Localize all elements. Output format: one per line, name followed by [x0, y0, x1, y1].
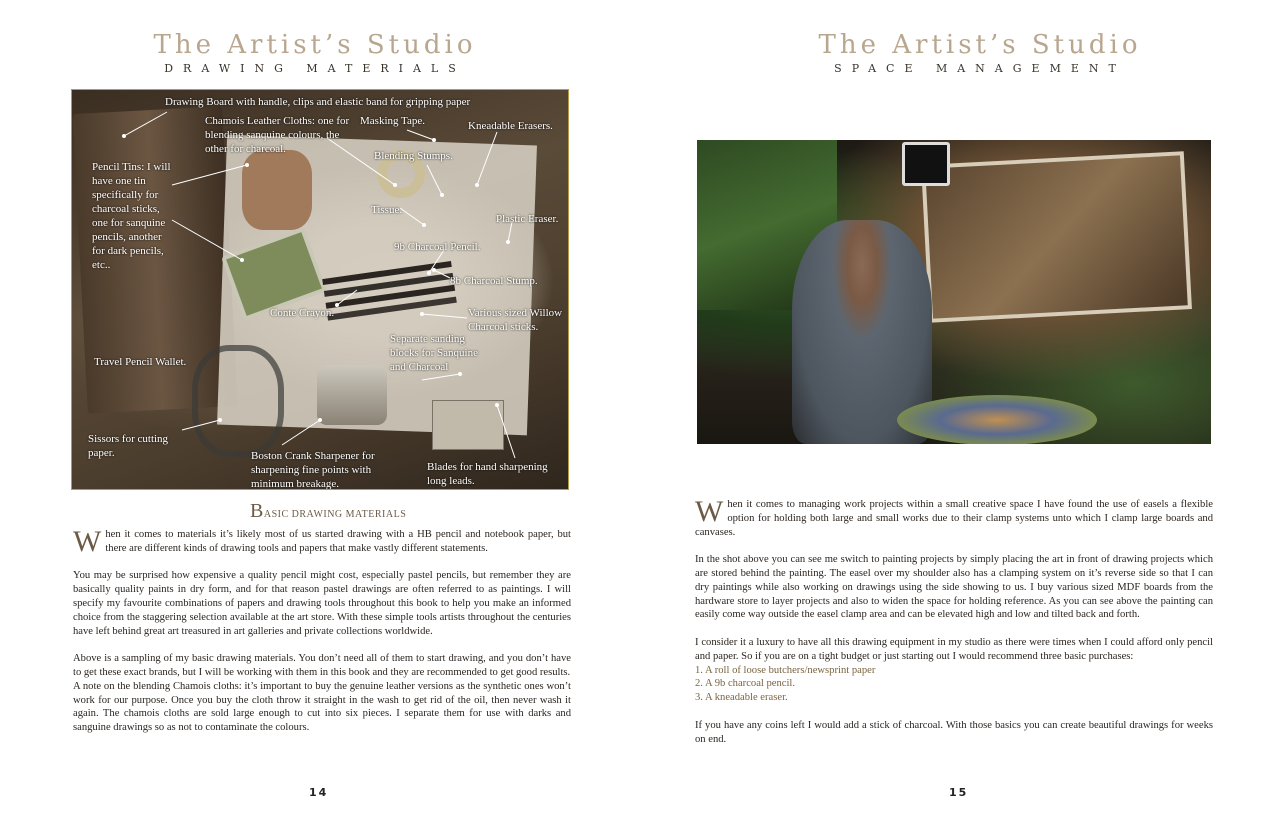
- drop-cap: W: [73, 525, 102, 558]
- label-scissors: Sissors for cutting paper.: [88, 433, 169, 459]
- purchase-list: [695, 664, 1213, 705]
- label-pencil-tins: Pencil Tins: I will have one tin specifically for charcoal sticks, one for sanquine pencils, another for dark pencils, etc..: [92, 161, 171, 271]
- studio-photo: [697, 140, 1211, 444]
- list-item: 3. A kneadable eraser.: [695, 692, 788, 704]
- paragraph: Above is a sampling of my basic drawing materials. You don’t need all of them to start drawing, and you don’t have to get these exact brands, but I will be working with them in this book and they are recommended to get good results.: [73, 653, 571, 678]
- caption-text: ASIC DRAWING MATERIALS: [263, 509, 407, 520]
- page-title: The Artist’s Studio: [818, 30, 1142, 60]
- paragraph: I consider it a luxury to have all this drawing equipment in my studio as there were times when I could afford only pencil and paper. So if you are on a tight budget or just starting out I would recommend three basic purchases:: [695, 636, 1213, 662]
- label-conte-crayon: Conte Crayon.: [270, 307, 335, 319]
- label-tissue: Tissue.: [371, 204, 403, 216]
- label-plastic-eraser: Plastic Eraser.: [496, 213, 559, 225]
- paragraph-text: hen it comes to materials it’s likely most of us started drawing with a HB pencil and notebook paper, but there are different kinds of drawing tools and papers that make vastly different statements.: [105, 529, 571, 554]
- canvas-painting: [921, 151, 1192, 323]
- paragraph: You may be surprised how expensive a quality pencil might cost, especially pastel pencils, but remember they are basically quality paints in dry form, and for that reason pastel drawings are often referred to as paintings. I will specify my favourite combinations of papers and drawing tools throughout this book to help you make an informed choice from the staggering selection available at the art store. With these simple tools artists throughout the centuries have left behind great art treasured in art galleries and private collections worldwide.: [73, 570, 571, 637]
- page-subtitle: SPACE MANAGEMENT: [834, 62, 1126, 75]
- page-number: 15: [949, 786, 969, 799]
- label-chamois-cloths: Chamois Leather Cloths: one for blending sanquine colours, the other for charcoal.: [205, 115, 350, 155]
- label-willow-charcoal: Various sized Willow Charcoal sticks.: [468, 307, 563, 333]
- label-sanding-blocks: Separate sanding blocks for Sanquine and Charcoal: [390, 333, 478, 373]
- label-9b-charcoal-pencil: 9b Charcoal Pencil.: [394, 241, 481, 253]
- label-8b-charcoal-stump: 8b Charcoal Stump.: [450, 275, 538, 287]
- label-drawing-board: Drawing Board with handle, clips and elastic band for gripping paper: [165, 96, 471, 108]
- paragraph-text: hen it comes to managing work projects within a small creative space I have found the use of easels a flexible option for holding both large and small works due to their clamp systems unto which I clamp large boards and canvases.: [695, 499, 1213, 538]
- label-boston-sharpener: Boston Crank Sharpener for sharpening fine points with minimum breakage.: [251, 450, 375, 490]
- label-kneadable-erasers: Kneadable Erasers.: [468, 120, 553, 132]
- paragraph: A note on the blending Chamois cloths: it’s important to buy the genuine leather versions as the synthetic ones won’t work for our purpose. Once you buy the cloth throw it straight in the wash to get rid of the oil, then never wash it again. The chamois cloths are sold large enough to cut into six pieces. I separate them for use with darks and sanguine drawings so as not to contaminate the colours.: [73, 680, 571, 734]
- palette: [897, 395, 1097, 444]
- right-body-text: [695, 495, 1213, 760]
- page-number: 14: [309, 786, 329, 799]
- drop-cap: W: [695, 495, 724, 528]
- left-body-text: [73, 525, 571, 749]
- page-subtitle: DRAWING MATERIALS: [164, 62, 466, 75]
- paragraph: [695, 495, 1213, 539]
- list-item: 1. A roll of loose butchers/newsprint paper: [695, 664, 876, 676]
- page-title: The Artist’s Studio: [153, 30, 477, 60]
- photo-caption: [250, 500, 406, 523]
- label-blending-stumps: Blending Stumps.: [374, 150, 453, 162]
- label-blades: Blades for hand sharpening long leads.: [427, 461, 548, 487]
- list-item: 2. A 9b charcoal pencil.: [695, 678, 796, 690]
- tablet: [902, 142, 950, 186]
- caption-initial: B: [250, 500, 264, 522]
- paragraph: In the shot above you can see me switch to painting projects by simply placing the art in front of drawing projects which are stored behind the painting. The easel over my shoulder also has a clamping system on it’s reverse side so that I can dry paintings while also working on drawings using the side showing to us. I buy various sized MDF boards from the hardware store to layer projects and also to widen the space for holding reference. As you can see above the painting can easily come way outside the easel clamp area and can be elevated high and low and tilted back and forth.: [695, 554, 1213, 621]
- paragraph: [73, 525, 571, 558]
- drawing-materials-photo: [71, 89, 569, 490]
- paragraph: If you have any coins left I would add a stick of charcoal. With those basics you can create beautiful drawings for weeks on end.: [695, 719, 1213, 745]
- label-masking-tape: Masking Tape.: [360, 115, 426, 127]
- label-travel-pencil-wallet: Travel Pencil Wallet.: [94, 356, 187, 368]
